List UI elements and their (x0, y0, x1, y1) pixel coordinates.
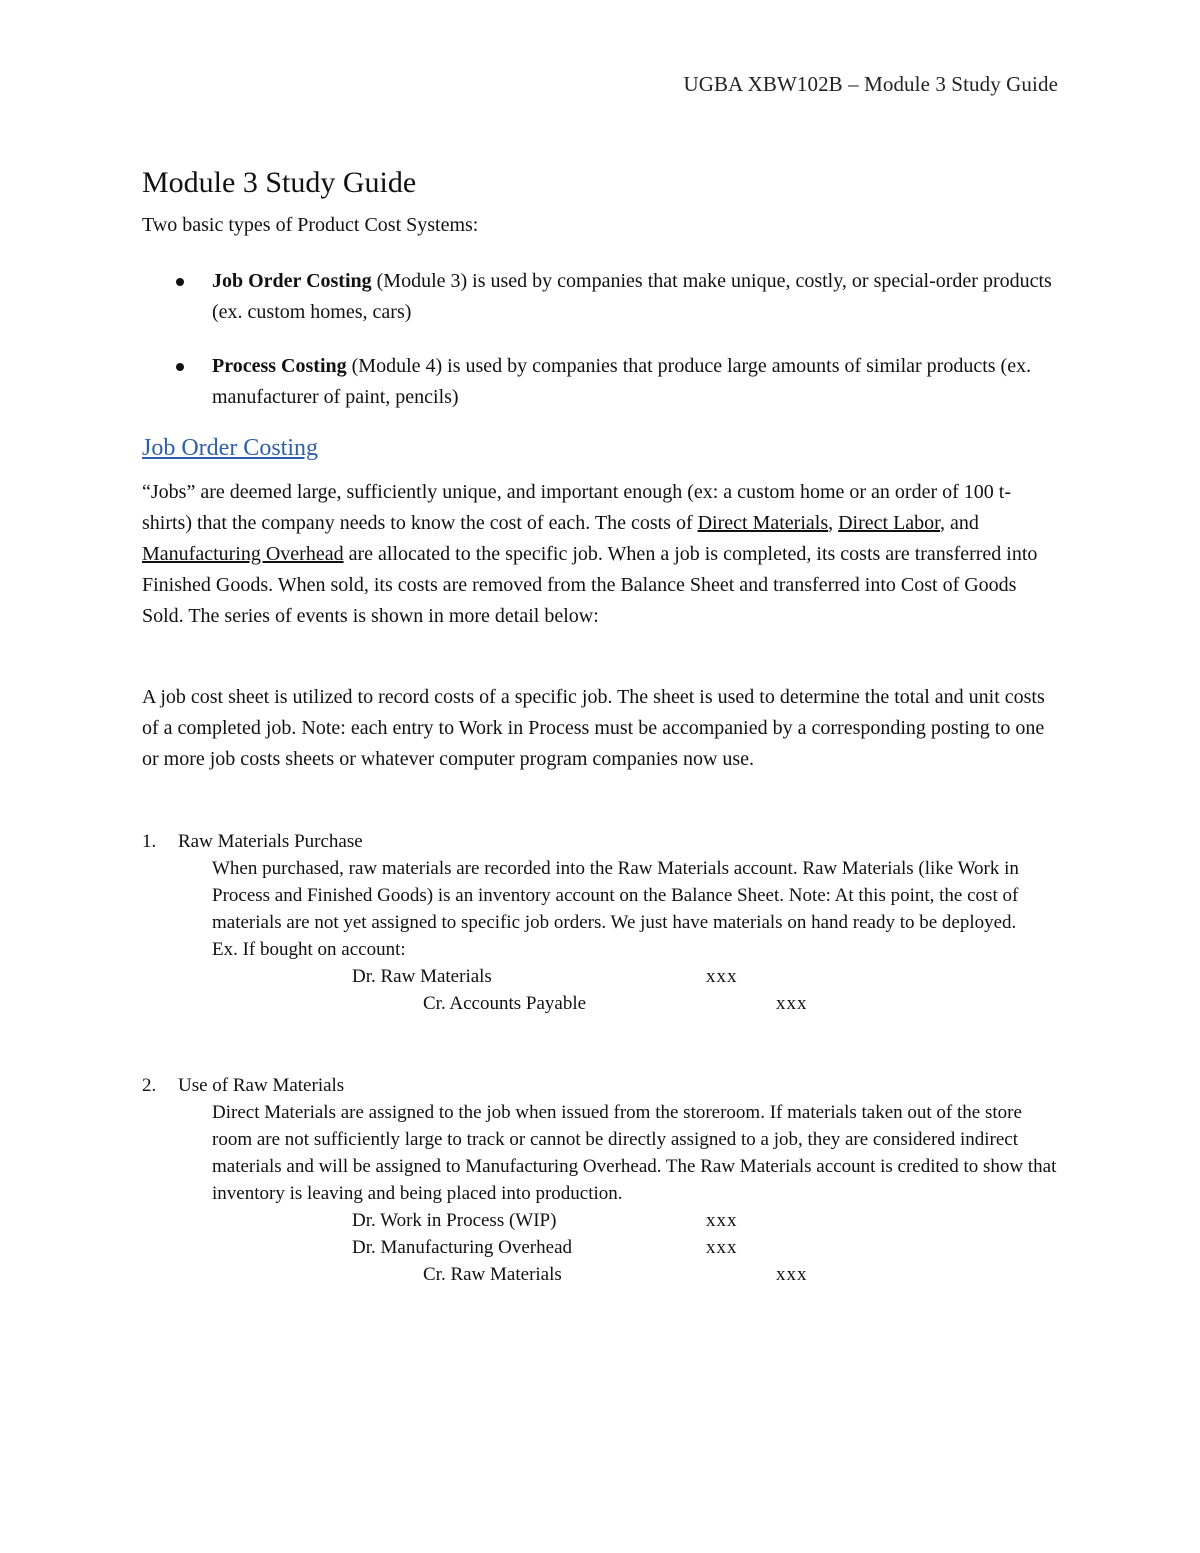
journal-amount: xxx (706, 966, 738, 987)
journal-amount: xxx (776, 1264, 808, 1285)
para-text: are allocated to the specific job. When a job is completed, its costs are transferred into Finished Goods. When sold, its costs are removed from the Balance Sheet and transferred into Cost of Goods Sold. The series of events is shown in more detail below: (142, 543, 1038, 627)
journal-account: Dr. Raw Materials (352, 966, 492, 987)
para-text: , and (940, 512, 979, 534)
journal-account: Cr. Accounts Payable (423, 993, 587, 1014)
underlined-term: Direct Labor (838, 512, 941, 534)
journal-account: Dr. Work in Process (WIP) (352, 1210, 557, 1231)
bullet-term: Process Costing (212, 355, 347, 377)
journal-entry-row (212, 990, 1060, 1017)
step-title: Use of Raw Materials (178, 1075, 345, 1096)
journal-amount: xxx (706, 1237, 738, 1258)
bullet-icon (176, 278, 184, 286)
para-text: , (828, 512, 839, 534)
step-description: When purchased, raw materials are recorded into the Raw Materials account. Raw Materials (like Work in Process and Finished Goods) is an inventory account on the Balance Sheet. Note: At this point, the cost of materials are not yet assigned to specific job orders. We just have materials on hand ready to be deployed. (212, 858, 1019, 933)
list-item (142, 266, 1058, 328)
para-text: “Jobs” are deemed large, sufficiently unique, and important enough (ex: a custom home or an order of 100 t-shirts) that the company needs to know the cost of each. The costs of (142, 481, 1011, 534)
step-number: 2. (142, 1075, 157, 1096)
step-body (142, 1099, 1060, 1288)
step-raw-materials-purchase (142, 828, 1060, 1017)
step-heading (142, 1072, 1060, 1099)
journal-amount: xxx (706, 1210, 738, 1231)
paragraph-job-cost-sheet: A job cost sheet is utilized to record costs of a specific job. The sheet is used to determine the total and unit costs of a completed job. Note: each entry to Work in Process must be accompanied by a corresponding posting to one or more job costs sheets or whatever computer program companies now use. (142, 686, 1045, 770)
step-description: Direct Materials are assigned to the job when issued from the storeroom. If materials taken out of the store room are not sufficiently large to track or cannot be directly assigned to a job, they are considered indirect materials and will be assigned to Manufacturing Overhead. The Raw Materials account is credited to show that inventory is leaving and being placed into production. (212, 1102, 1057, 1204)
journal-entry-row (212, 963, 1060, 990)
step-example: Ex. If bought on account: (212, 939, 406, 960)
underlined-term: Direct Materials (697, 512, 829, 534)
bullet-icon (176, 363, 184, 371)
journal-entry-row (212, 1207, 1060, 1234)
step-number: 1. (142, 831, 157, 852)
intro-text: Two basic types of Product Cost Systems: (142, 214, 479, 236)
step-use-of-raw-materials (142, 1072, 1060, 1288)
journal-amount: xxx (776, 993, 808, 1014)
running-header: UGBA XBW102B – Module 3 Study Guide (683, 72, 1058, 96)
bullet-term: Job Order Costing (212, 270, 372, 292)
page-title: Module 3 Study Guide (142, 166, 417, 199)
list-item (142, 351, 1058, 413)
section-heading: Job Order Costing (142, 435, 318, 461)
paragraph-jobs (142, 477, 1060, 632)
journal-entry-row (212, 1234, 1060, 1261)
journal-account: Dr. Manufacturing Overhead (352, 1237, 573, 1258)
journal-entry-row (212, 1261, 1060, 1288)
step-title: Raw Materials Purchase (178, 831, 363, 852)
bullet-text: (Module 4) is used by companies that produce large amounts of similar products (ex. manufacturer of paint, pencils) (212, 355, 1032, 408)
journal-account: Cr. Raw Materials (423, 1264, 562, 1285)
step-heading (142, 828, 1060, 855)
step-body (142, 855, 1060, 1017)
bullet-text: (Module 3) is used by companies that make unique, costly, or special-order products (ex. custom homes, cars) (212, 270, 1052, 323)
underlined-term: Manufacturing Overhead (142, 543, 344, 565)
cost-systems-list (142, 266, 1058, 436)
